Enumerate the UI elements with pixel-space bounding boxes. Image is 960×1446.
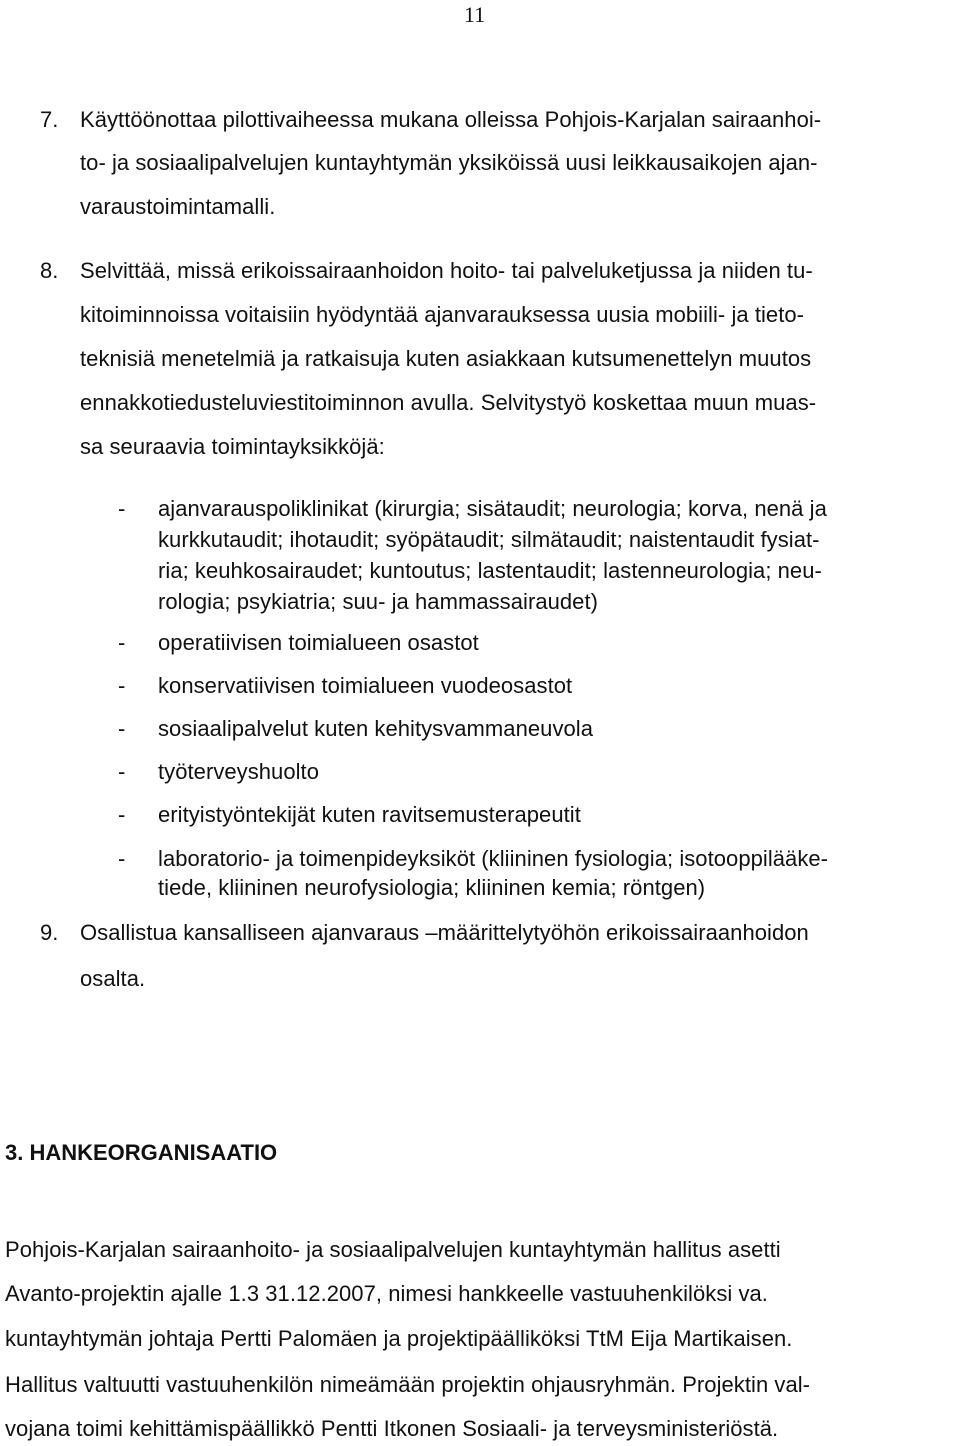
section-paragraph-line-1: Pohjois-Karjalan sairaanhoito- ja sosiaalipalvelujen kuntayhtymän hallitus asetti [5,1237,781,1262]
item7-line-3: varaustoimintamalli. [80,194,276,219]
item7-line-2: to- ja sosiaalipalvelujen kuntayhtymän yksiköissä uusi leikkausaikojen ajan- [80,150,818,175]
item8-line-2: kitoiminnoissa voitaisiin hyödyntää ajanvarauksessa uusia mobiili- ja tieto- [80,302,805,327]
subitem-1-line-4: rologia; psykiatria; suu- ja hammassairaudet) [158,589,598,614]
subitem-7-line-2: tiede, kliininen neurofysiologia; kliininen kemia; röntgen) [158,875,706,900]
section-paragraph-line-4: Hallitus valtuutti vastuuhenkilön nimeämään projektin ohjausryhmän. Projektin val- [5,1372,811,1397]
list-number-9: 9. [40,920,59,945]
dash-bullet: - [118,846,126,871]
dash-bullet: - [118,673,126,698]
subitem-1-line-3: ria; keuhkosairaudet; kuntoutus; lastentaudit; lastenneurologia; neu- [158,558,822,583]
dash-bullet: - [118,802,126,827]
item8-line-5: sa seuraavia toimintayksikköjä: [80,434,385,459]
page-number: 11 [464,2,486,27]
item9-line-1: Osallistua kansalliseen ajanvaraus –määrittelytyöhön erikoissairaanhoidon [80,920,809,945]
subitem-6-line-1: erityistyöntekijät kuten ravitsemusterapeutit [158,802,581,827]
dash-bullet: - [118,759,126,784]
dash-bullet: - [118,496,126,521]
item7-line-1: Käyttöönottaa pilottivaiheessa mukana olleissa Pohjois-Karjalan sairaanhoi- [80,107,822,132]
subitem-2-line-1: operatiivisen toimialueen osastot [158,630,479,655]
list-number-8: 8. [40,258,59,283]
item8-line-4: ennakkotiedusteluviestitoiminnon avulla. Selvitystyö koskettaa muun muas- [80,390,817,415]
section-paragraph-line-2: Avanto-projektin ajalle 1.3 31.12.2007, nimesi hankkeelle vastuuhenkilöksi va. [5,1281,768,1306]
dash-bullet: - [118,716,126,741]
subitem-7-line-1: laboratorio- ja toimenpideyksiköt (kliininen fysiologia; isotooppilääke- [158,846,829,871]
item8-line-1: Selvittää, missä erikoissairaanhoidon hoito- tai palveluketjussa ja niiden tu- [80,258,813,283]
item8-line-3: teknisiä menetelmiä ja ratkaisuja kuten asiakkaan kutsumenettelyn muutos [80,346,812,371]
item9-line-2: osalta. [80,966,146,991]
list-number-7: 7. [40,107,59,132]
subitem-5-line-1: työterveyshuolto [158,759,319,784]
subitem-4-line-1: sosiaalipalvelut kuten kehitysvammaneuvola [158,716,593,741]
subitem-3-line-1: konservatiivisen toimialueen vuodeosastot [158,673,573,698]
section-paragraph-line-5: vojana toimi kehittämispäällikkö Pentti Itkonen Sosiaali- ja terveysministeriöstä. [5,1416,779,1441]
section-paragraph-line-3: kuntayhtymän johtaja Pertti Palomäen ja projektipäälliköksi TtM Eija Martikaisen. [5,1326,793,1351]
section-heading: 3. HANKEORGANISAATIO [5,1140,278,1165]
subitem-1-line-2: kurkkutaudit; ihotaudit; syöpätaudit; silmätaudit; naistentaudit fysiat- [158,527,820,552]
subitem-1-line-1: ajanvarauspoliklinikat (kirurgia; sisätaudit; neurologia; korva, nenä ja [158,496,827,521]
dash-bullet: - [118,630,126,655]
